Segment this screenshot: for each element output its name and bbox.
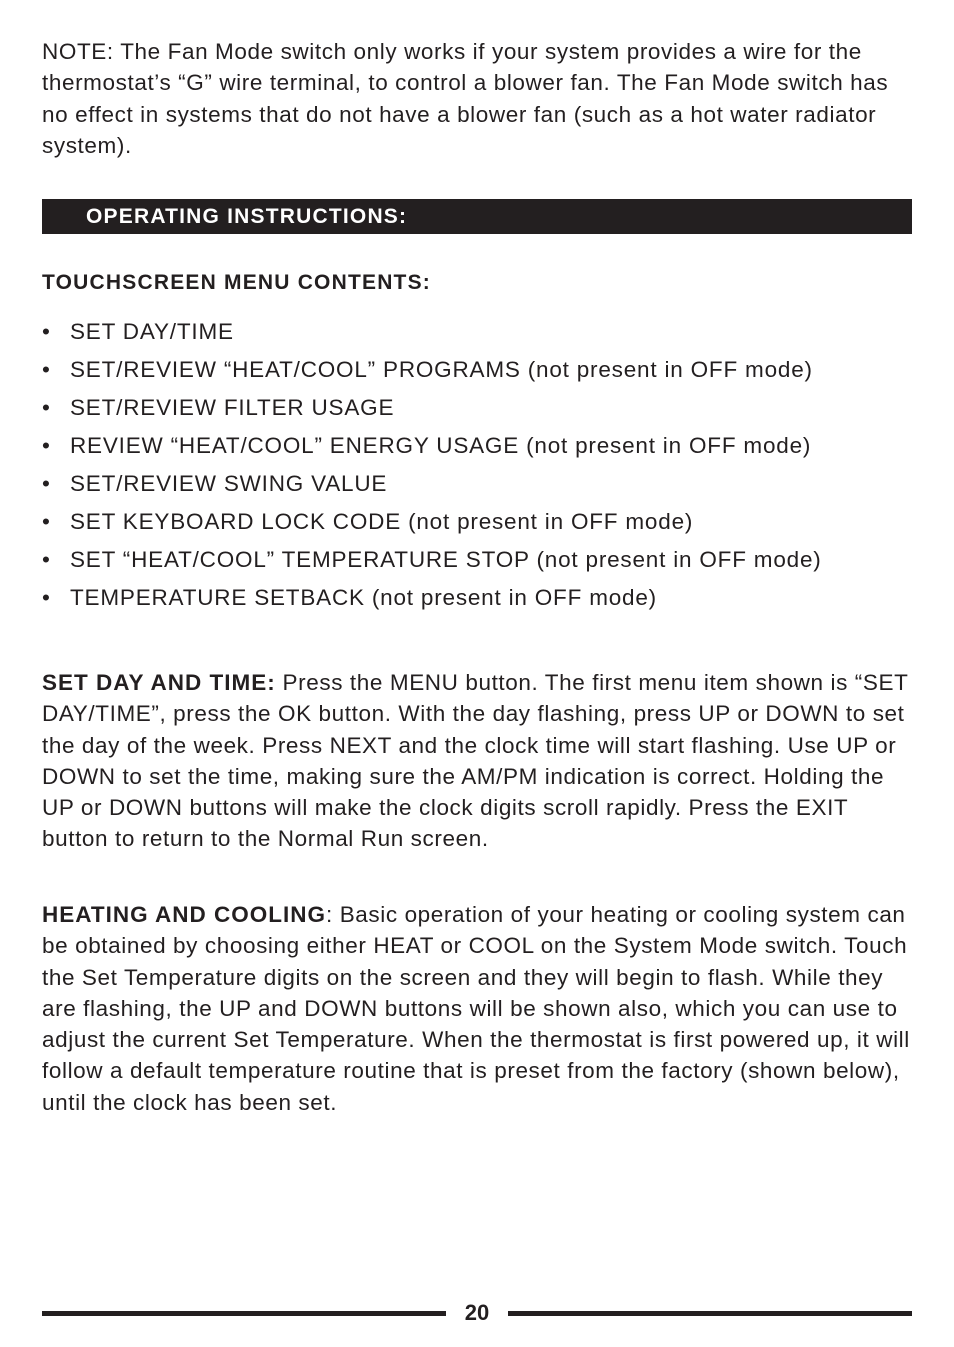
set-day-time-paragraph	[42, 667, 912, 855]
list-item	[42, 313, 912, 351]
heating-cooling-paragraph	[42, 899, 912, 1118]
footer-rule-right	[508, 1311, 912, 1316]
footer-rule-left	[42, 1311, 446, 1316]
bullet-icon: •	[42, 509, 51, 534]
menu-contents-heading: TOUCHSCREEN MENU CONTENTS:	[42, 271, 431, 294]
heating-cooling-heading: HEATING AND COOLING	[42, 902, 326, 927]
set-day-time-heading: SET DAY AND TIME:	[42, 670, 276, 695]
list-item	[42, 465, 912, 503]
list-item-label: REVIEW “HEAT/COOL” ENERGY USAGE (not present in OFF mode)	[70, 433, 812, 458]
list-item	[42, 503, 912, 541]
fan-mode-note: NOTE: The Fan Mode switch only works if your system provides a wire for the thermostat’s “G” wire terminal, to control a blower fan. The Fan Mode switch has no effect in systems that do not have a blower fan (such as a hot water radiator system).	[42, 39, 889, 158]
set-day-time-body: Press the MENU button. The first menu item shown is “SET DAY/TIME”, press the OK button. With the day flashing, press UP or DOWN to set the day of the week. Press NEXT and the clock time will start flashing. Use UP or DOWN to set the time, making sure the AM/PM indication is correct. Holding the UP or DOWN buttons will make the clock digits scroll rapidly. Press the EXIT button to return to the Normal Run screen.	[42, 670, 909, 852]
list-item-label: SET KEYBOARD LOCK CODE (not present in OFF mode)	[70, 509, 694, 534]
bullet-icon: •	[42, 547, 51, 572]
list-item-label: SET/REVIEW “HEAT/COOL” PROGRAMS (not present in OFF mode)	[70, 357, 813, 382]
list-item-label: SET DAY/TIME	[70, 319, 234, 344]
list-item	[42, 427, 912, 465]
list-item	[42, 351, 912, 389]
list-item	[42, 389, 912, 427]
page-number: 20	[464, 1300, 490, 1325]
bullet-icon: •	[42, 585, 51, 610]
list-item	[42, 579, 912, 617]
list-item-label: SET “HEAT/COOL” TEMPERATURE STOP (not present in OFF mode)	[70, 547, 822, 572]
section-header-operating-instructions: OPERATING INSTRUCTIONS:	[42, 199, 912, 234]
menu-contents-list	[42, 313, 912, 617]
bullet-icon: •	[42, 395, 51, 420]
bullet-icon: •	[42, 357, 51, 382]
bullet-icon: •	[42, 471, 51, 496]
list-item-label: TEMPERATURE SETBACK (not present in OFF mode)	[70, 585, 657, 610]
bullet-icon: •	[42, 433, 51, 458]
list-item-label: SET/REVIEW SWING VALUE	[70, 471, 388, 496]
list-item	[42, 541, 912, 579]
list-item-label: SET/REVIEW FILTER USAGE	[70, 395, 395, 420]
bullet-icon: •	[42, 319, 51, 344]
heating-cooling-body: : Basic operation of your heating or cooling system can be obtained by choosing either HEAT or COOL on the System Mode switch. Touch the Set Temperature digits on the screen and they will begin to flash. While they are flashing, the UP and DOWN buttons will be shown also, which you can use to adjust the current Set Temperature. When the thermostat is first powered up, it will follow a default temperature routine that is preset from the factory (shown below), until the clock has been set.	[42, 902, 910, 1115]
